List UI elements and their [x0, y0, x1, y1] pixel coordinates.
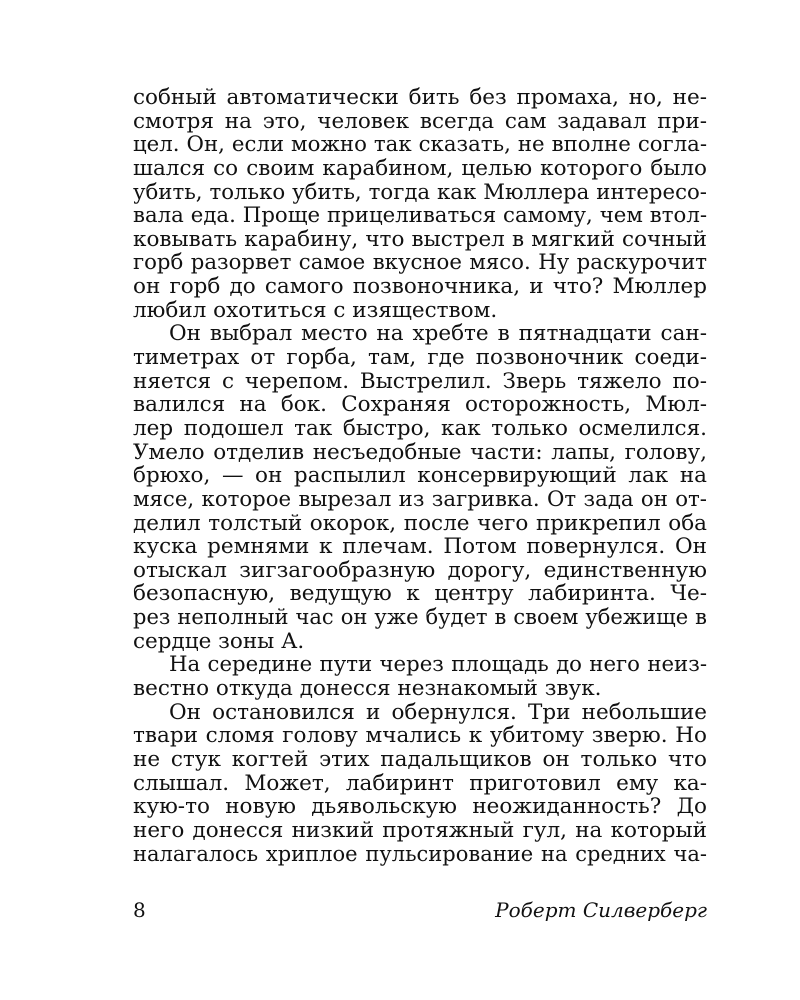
- text-line: безопасную, ведущую к центру лабиринта. Че-: [133, 582, 707, 607]
- text-line: кую-то новую дьявольскую неожиданность? До: [133, 795, 707, 819]
- text-line: Он остановился и обернулся. Три небольшие: [169, 700, 707, 725]
- text-line: собный автоматически бить без промаха, но, не-: [133, 86, 707, 110]
- text-line: отыскал зигзагообразную дорогу, единственную: [133, 558, 707, 583]
- text-line: вестно откуда донесся незнакомый звук.: [133, 677, 602, 701]
- text-line: лер подошел так быстро, как только осмелился.: [133, 416, 707, 441]
- text-line: слышал. Может, лабиринт приготовил ему ка-: [133, 771, 707, 796]
- text-line: твари сломя голову мчались к убитому зверю. Но: [133, 724, 707, 748]
- text-line: Умело отделив несъедобные части: лапы, голову,: [133, 440, 707, 465]
- text-line: ковывать карабину, что выстрел в мягкий сочный: [133, 227, 707, 252]
- text-line: брюхо, — он распылил консервирующий лак на: [133, 464, 707, 488]
- text-line: На середине пути через площадь до него неиз-: [169, 653, 707, 678]
- text-line: смотря на это, человек всегда сам задавал при-: [133, 109, 707, 134]
- text-line: тиметрах от горба, там, где позвоночник соеди-: [133, 346, 707, 370]
- text-line: Он выбрал место на хребте в пятнадцати сан-: [169, 322, 707, 347]
- text-line: убить, только убить, тогда как Мюллера интересо-: [133, 180, 707, 205]
- text-line: горб разорвет самое вкусное мясо. Ну раскурочит: [133, 251, 707, 276]
- text-line: шался со своим карабином, целью которого было: [133, 156, 707, 181]
- running-head-author: Роберт Силверберг: [495, 898, 707, 922]
- text-line: няется с черепом. Выстрелил. Зверь тяжело по-: [133, 369, 707, 394]
- text-line: рез неполный час он уже будет в своем убежище в: [133, 606, 707, 630]
- text-line: куска ремнями к плечам. Потом повернулся. Он: [133, 535, 707, 559]
- text-line: любил охотиться с изяществом.: [133, 298, 498, 323]
- text-line: налагалось хриплое пульсирование на средних ча-: [133, 842, 707, 866]
- text-line: не стук когтей этих падальщиков он только что: [133, 747, 707, 772]
- page-footer: [133, 898, 707, 924]
- page-number: 8: [133, 898, 146, 922]
- text-line: него донесся низкий протяжный гул, на который: [133, 818, 707, 843]
- text-line: валился на бок. Сохраняя осторожность, Мюл-: [133, 393, 707, 417]
- text-line: вала еда. Проще прицеливаться самому, чем втол-: [133, 204, 707, 228]
- text-line: он горб до самого позвоночника, и что? Мюллер: [133, 275, 707, 299]
- text-line: сердце зоны А.: [133, 629, 305, 654]
- text-line: делил толстый окорок, после чего прикрепил оба: [133, 511, 707, 536]
- body-text: [133, 86, 707, 866]
- text-line: цел. Он, если можно так сказать, не вполне согла-: [133, 133, 707, 157]
- text-line: мясе, которое вырезал из загривка. От зада он от-: [133, 487, 707, 512]
